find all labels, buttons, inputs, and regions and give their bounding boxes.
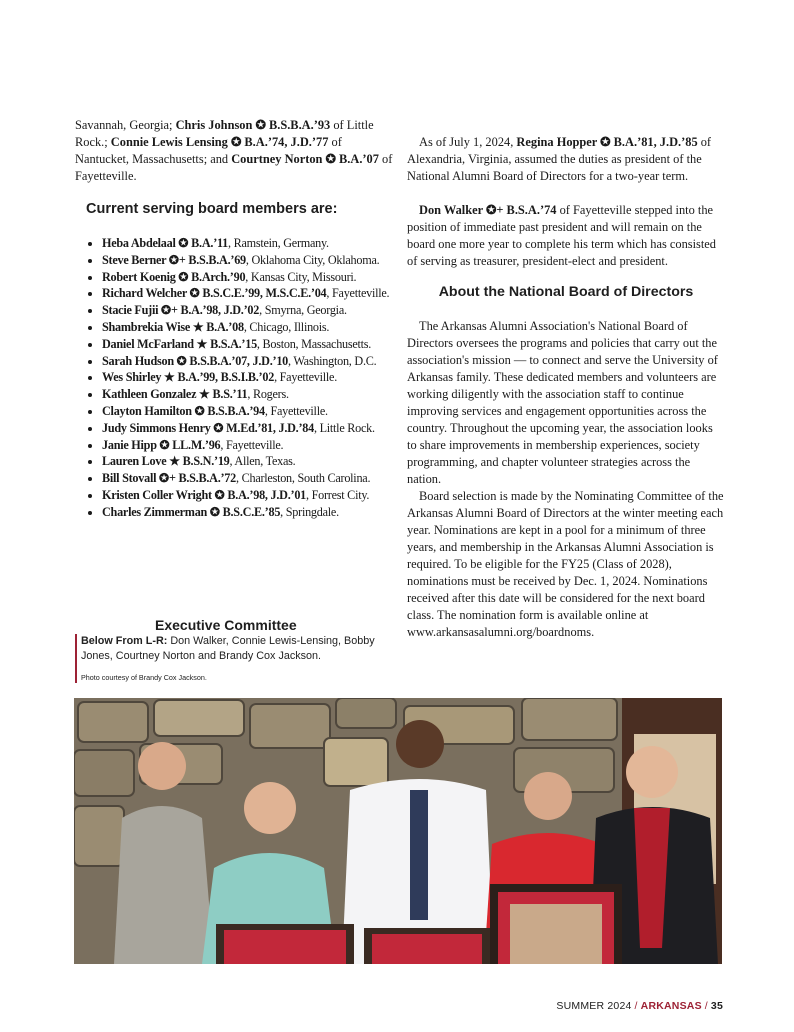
list-item: • Bill Stovall ✪+ B.S.B.A.’72, Charleston, South Carolina.	[102, 470, 412, 487]
magazine-title: ARKANSAS	[640, 1000, 702, 1012]
intro-text: Savannah, Georgia;	[75, 118, 176, 132]
list-item: • Heba Abdelaal ✪ B.A.’11, Ramstein, Germany.	[102, 235, 412, 252]
nomination-paragraph: Board selection is made by the Nominating Committee of the Arkansas Alumni Board of Directors at the winter meeting each year. Nominations are kept in a pool for a minimum of three years, and membership in the Arkansas Alumni Association is required. To be eligible for the FY25 (Class of 2028), nominations must be received by Dec. 1, 2024. Nominations received after this date will be considered for the next board class. The nomination form is available online at www.arkansasalumni.org/boardnoms.	[407, 489, 724, 639]
list-item: • Wes Shirley ★ B.A.’99, B.S.I.B.’02, Fayetteville.	[102, 369, 412, 386]
board-members-heading: Current serving board members are:	[86, 201, 338, 217]
executive-committee-title: Executive Committee	[155, 617, 297, 633]
page-folio	[556, 1000, 723, 1012]
list-item: • Kristen Coller Wright ✪ B.A.’98, J.D.’01, Forrest City.	[102, 487, 412, 504]
intro-paragraph	[75, 117, 395, 185]
list-item: • Charles Zimmerman ✪ B.S.C.E.’85, Springdale.	[102, 504, 412, 521]
list-item: • Clayton Hamilton ✪ B.S.B.A.’94, Fayetteville.	[102, 403, 412, 420]
about-heading: About the National Board of Directors	[438, 284, 694, 300]
past-president-paragraph: Don Walker ✪+ B.S.A.’74 of Fayetteville stepped into the position of immediate past president and will remain on the board one more year to complete his term which has consisted of serving as treasurer, president-elect and president.	[407, 203, 716, 268]
list-item: • Steve Berner ✪+ B.S.B.A.’69, Oklahoma City, Oklahoma.	[102, 252, 412, 269]
intro-text: of Fayetteville.	[75, 152, 393, 183]
list-item: • Richard Welcher ✪ B.S.C.E.’99, M.S.C.E.’04, Fayetteville.	[102, 285, 412, 302]
list-item: • Judy Simmons Henry ✪ M.Ed.’81, J.D.’84, Little Rock.	[102, 420, 412, 437]
list-item: • Janie Hipp ✪ LL.M.’96, Fayetteville.	[102, 437, 412, 454]
board-members-list	[88, 235, 412, 521]
president-paragraph: As of July 1, 2024, Regina Hopper ✪ B.A.’81, J.D.’85 of Alexandria, Virginia, assumed the duties as president of the National Alumni Board of Directors for a two-year term.	[407, 135, 712, 183]
about-column	[407, 318, 725, 641]
issue-season: SUMMER 2024	[556, 1000, 632, 1012]
right-column	[407, 134, 725, 270]
photo-caption: Below From L-R: Don Walker, Connie Lewis-Lensing, Bobby Jones, Courtney Norton and Brandy Cox Jackson. Photo courtesy of Brandy Cox Jackson.	[75, 634, 381, 683]
about-paragraph: The Arkansas Alumni Association's National Board of Directors oversees the programs and policies that carry out the association's mission — to connect and serve the University of Arkansas family. These dedicated members and volunteers are working diligently with the association staff to continue improving services and engagement opportunities across the country. Throughout the upcoming year, the association looks to share improvements in membership experiences, society programming, and chapter volunteer strategies across the nation.	[407, 319, 718, 486]
list-item: • Lauren Love ★ B.S.N.’19, Allen, Texas.	[102, 453, 412, 470]
intro-text: of Little Rock.;	[75, 118, 374, 149]
page-number: 35	[710, 1000, 723, 1012]
list-item: • Daniel McFarland ★ B.S.A.’15, Boston, Massachusetts.	[102, 336, 412, 353]
member-name: Chris Johnson ✪ B.S.B.A.’93	[175, 118, 331, 132]
intro-text: of Nantucket, Massachusetts; and	[75, 135, 342, 166]
folio-separator: /	[634, 1000, 638, 1012]
photo-credit: Photo courtesy of Brandy Cox Jackson.	[81, 673, 207, 682]
list-item: • Stacie Fujii ✪+ B.A.’98, J.D.’02, Smyrna, Georgia.	[102, 302, 412, 319]
list-item: • Shambrekia Wise ★ B.A.’08, Chicago, Illinois.	[102, 319, 412, 336]
folio-separator: /	[704, 1000, 708, 1012]
member-name: Connie Lewis Lensing ✪ B.A.’74, J.D.’77	[110, 135, 329, 149]
list-item: • Kathleen Gonzalez ★ B.S.’11, Rogers.	[102, 386, 412, 403]
list-item: • Robert Koenig ✪ B.Arch.’90, Kansas City, Missouri.	[102, 269, 412, 286]
member-name: Courtney Norton ✪ B.A.’07	[231, 152, 379, 166]
list-item: • Sarah Hudson ✪ B.S.B.A.’07, J.D.’10, Washington, D.C.	[102, 353, 412, 370]
executive-committee-photo	[74, 698, 722, 964]
